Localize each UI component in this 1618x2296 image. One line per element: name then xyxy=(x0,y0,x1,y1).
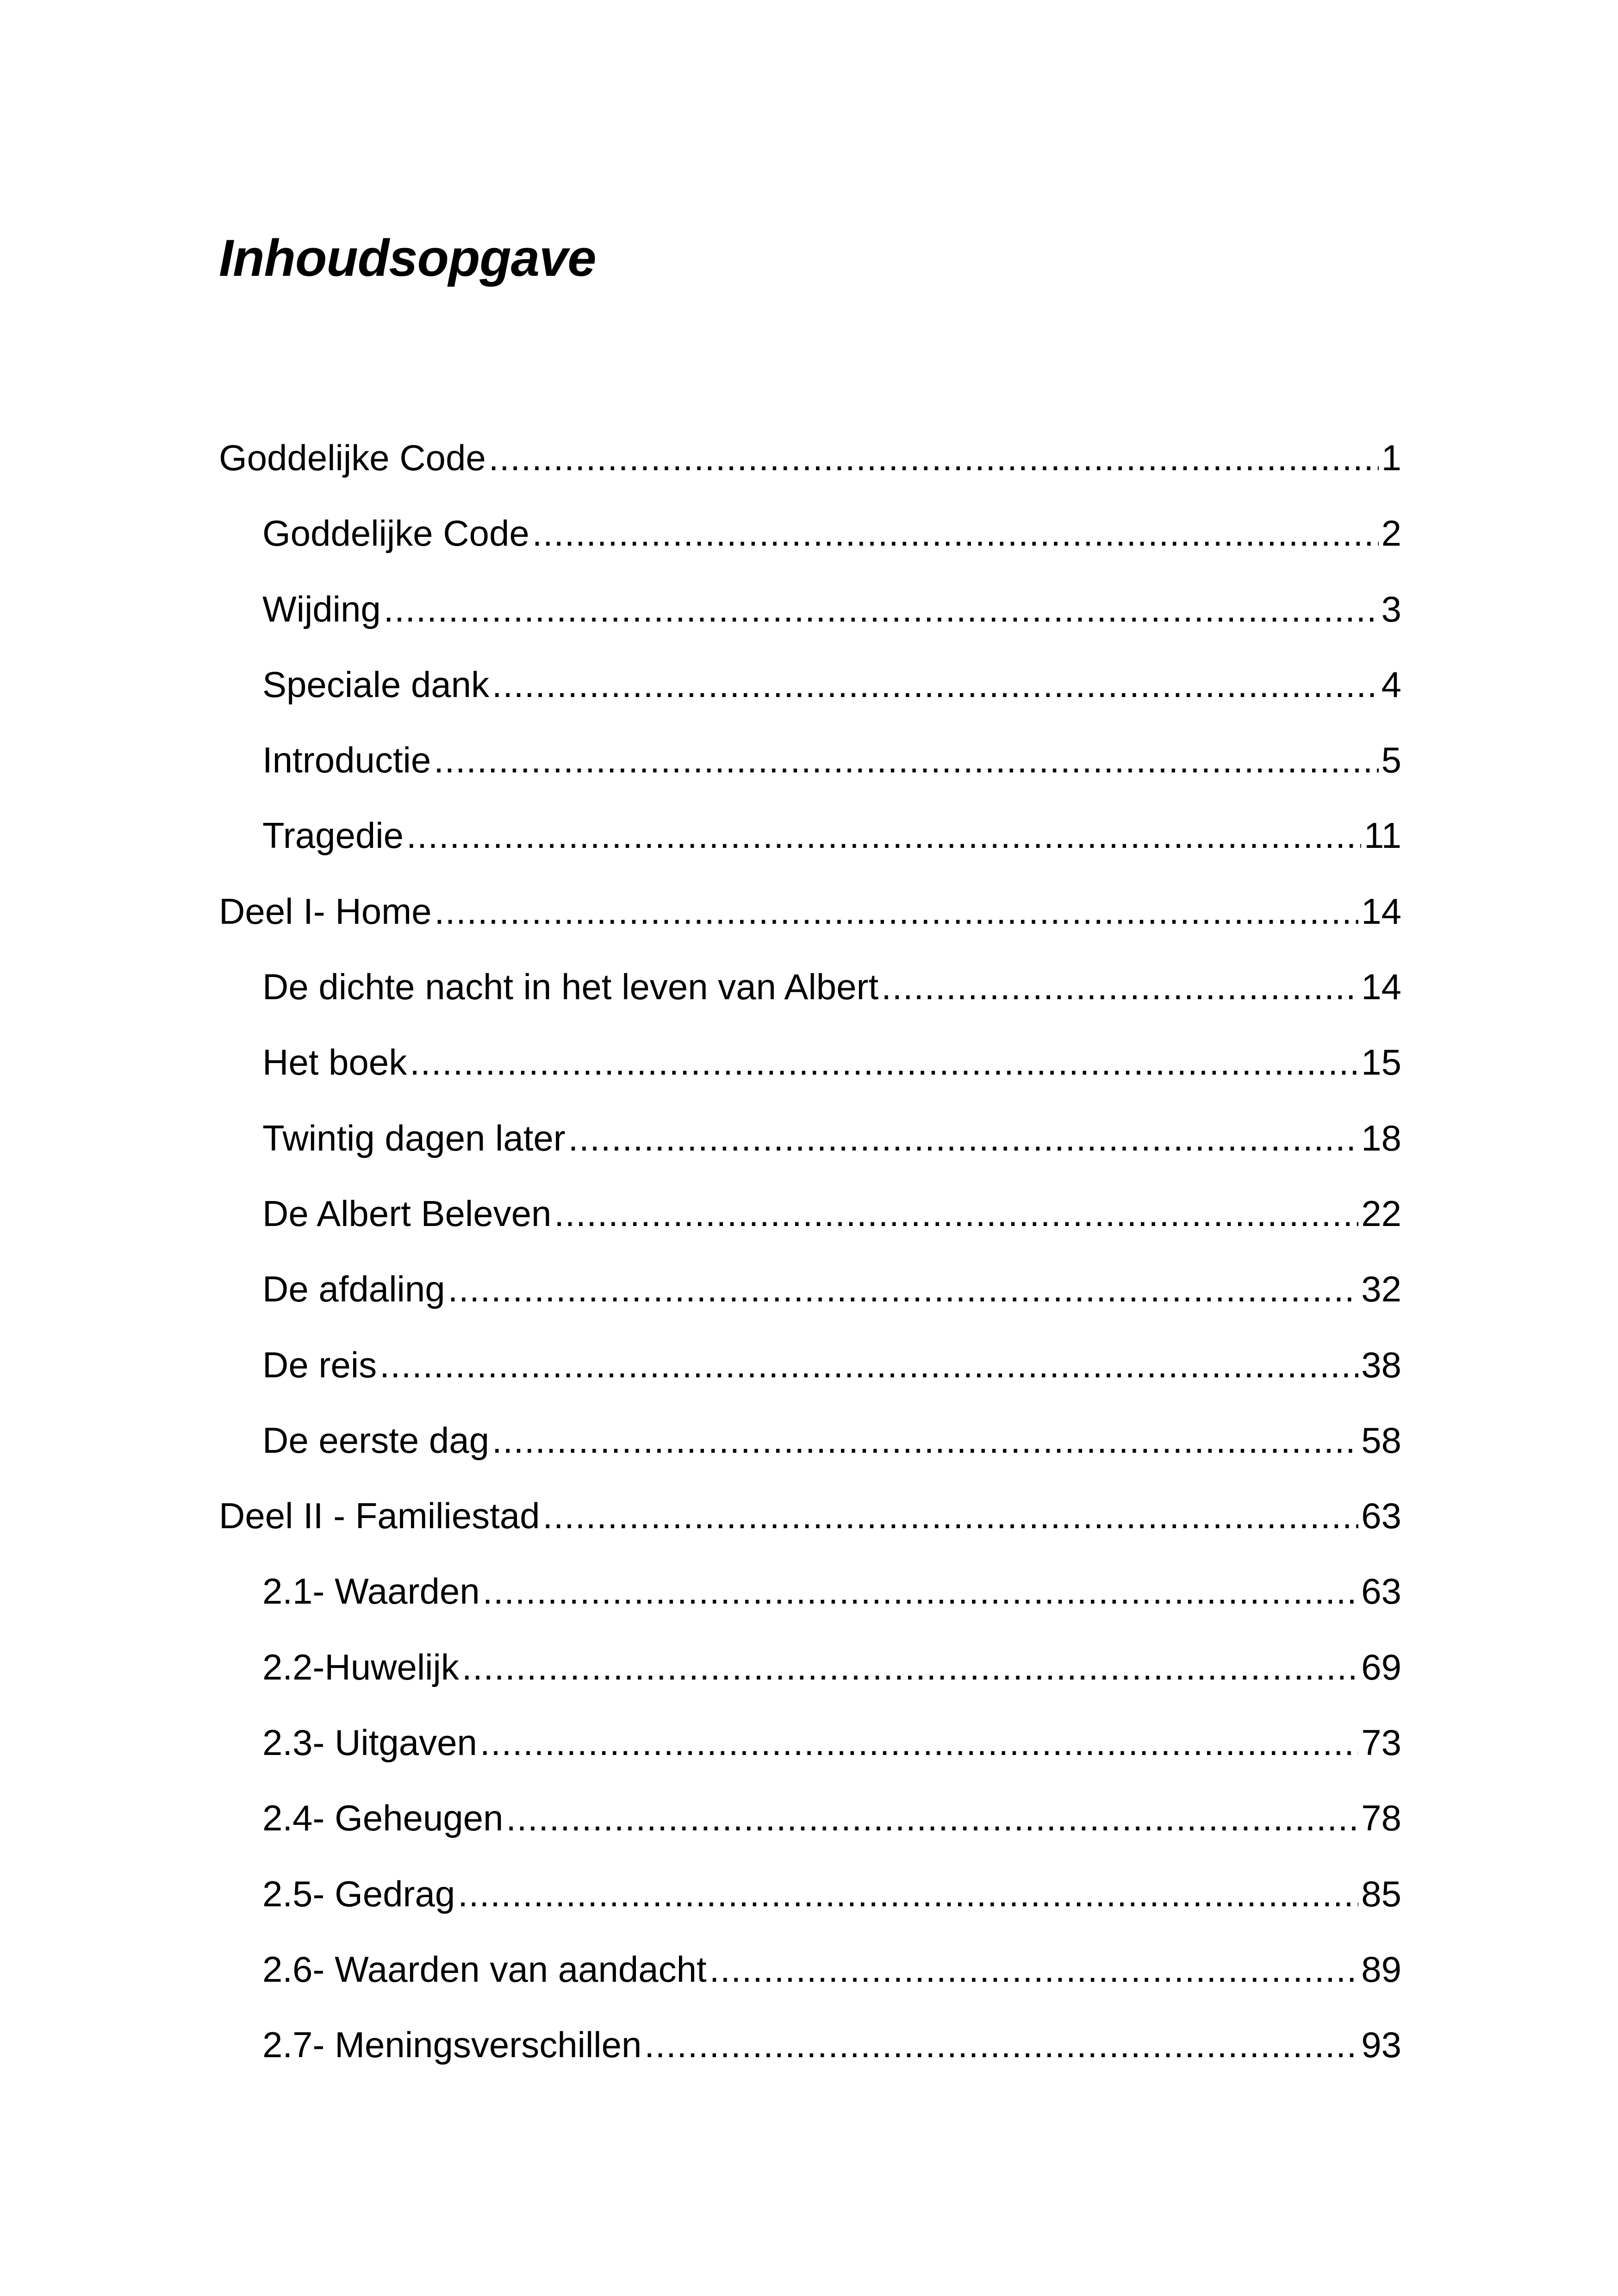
toc-entry-title: Speciale dank xyxy=(262,664,490,705)
toc-entry[interactable] xyxy=(219,1554,1401,1629)
toc-entry-title: De eerste dag xyxy=(262,1419,489,1461)
toc-entry-page: 73 xyxy=(1361,1722,1401,1763)
toc-entry-title: Introductie xyxy=(262,740,431,781)
dot-leader xyxy=(881,949,1358,1025)
toc-entry-title: De dichte nacht in het leven van Albert xyxy=(262,966,879,1008)
toc-entry-title: Deel I- Home xyxy=(219,890,432,932)
toc-entry-title: Tragedie xyxy=(262,815,404,856)
toc-entry[interactable] xyxy=(219,949,1401,1025)
toc-entry-title: 2.1- Waarden xyxy=(262,1571,480,1612)
toc-entry-page: 14 xyxy=(1361,966,1401,1008)
toc-entry-page: 69 xyxy=(1361,1646,1401,1687)
toc-entry-title: Twintig dagen later xyxy=(262,1117,566,1158)
toc-entry-page: 3 xyxy=(1381,588,1401,629)
toc-entry-title: 2.5- Gedrag xyxy=(262,1873,455,1914)
dot-leader xyxy=(483,1554,1359,1629)
dot-leader xyxy=(434,874,1358,949)
toc-entry[interactable] xyxy=(219,1780,1401,1856)
toc-entry-title: De afdaling xyxy=(262,1269,445,1310)
dot-leader xyxy=(644,2007,1358,2083)
toc-entry-title: 2.7- Meningsverschillen xyxy=(262,2024,642,2066)
toc-entry[interactable] xyxy=(219,1705,1401,1780)
toc-entry-page: 93 xyxy=(1361,2024,1401,2066)
toc-entry[interactable] xyxy=(219,1932,1401,2007)
toc-entry-title: 2.2-Huwelijk xyxy=(262,1646,459,1687)
dot-leader xyxy=(406,798,1361,873)
toc-entry-page: 63 xyxy=(1361,1571,1401,1612)
toc-entry-page: 58 xyxy=(1361,1419,1401,1461)
dot-leader xyxy=(532,496,1379,571)
toc-entry-page: 85 xyxy=(1361,1873,1401,1914)
toc-entry-page: 4 xyxy=(1381,664,1401,705)
toc-entry[interactable] xyxy=(219,1025,1401,1100)
toc-entry-page: 32 xyxy=(1361,1269,1401,1310)
dot-leader xyxy=(458,1856,1358,1932)
dot-leader xyxy=(492,647,1379,722)
toc-entry[interactable] xyxy=(219,722,1401,798)
toc-entry-title: Deel II - Familiestad xyxy=(219,1495,540,1537)
toc-entry[interactable] xyxy=(219,1403,1401,1478)
dot-leader xyxy=(434,722,1378,798)
dot-leader xyxy=(492,1403,1358,1478)
dot-leader xyxy=(543,1478,1359,1554)
toc-entry-page: 15 xyxy=(1361,1042,1401,1083)
toc-entry-title: Goddelijke Code xyxy=(262,513,529,554)
table-of-contents xyxy=(219,420,1401,2083)
toc-entry-title: De Albert Beleven xyxy=(262,1193,552,1234)
toc-entry-title: 2.3- Uitgaven xyxy=(262,1722,477,1763)
toc-entry-page: 89 xyxy=(1361,1948,1401,1990)
toc-entry-title: 2.4- Geheugen xyxy=(262,1798,504,1839)
toc-entry-page: 22 xyxy=(1361,1193,1401,1234)
toc-entry[interactable] xyxy=(219,874,1401,949)
dot-leader xyxy=(448,1251,1359,1327)
dot-leader xyxy=(462,1630,1358,1705)
toc-entry-page: 1 xyxy=(1381,437,1401,478)
toc-entry-page: 38 xyxy=(1361,1344,1401,1385)
toc-entry-title: 2.6- Waarden van aandacht xyxy=(262,1948,707,1990)
toc-entry[interactable] xyxy=(219,1630,1401,1705)
dot-leader xyxy=(380,1327,1358,1403)
toc-heading: Inhoudsopgave xyxy=(219,229,596,287)
toc-entry-title: Wijding xyxy=(262,588,381,629)
dot-leader xyxy=(506,1780,1358,1856)
toc-entry-title: Goddelijke Code xyxy=(219,437,486,478)
toc-entry[interactable] xyxy=(219,647,1401,722)
dot-leader xyxy=(568,1101,1358,1176)
toc-entry[interactable] xyxy=(219,1251,1401,1327)
toc-entry-page: 14 xyxy=(1361,890,1401,932)
toc-entry-page: 63 xyxy=(1361,1495,1401,1537)
dot-leader xyxy=(384,572,1379,647)
toc-entry-page: 2 xyxy=(1381,513,1401,554)
toc-entry[interactable] xyxy=(219,1478,1401,1554)
dot-leader xyxy=(480,1705,1358,1780)
dot-leader xyxy=(410,1025,1358,1100)
toc-entry[interactable] xyxy=(219,1176,1401,1251)
toc-entry[interactable] xyxy=(219,798,1401,873)
toc-entry[interactable] xyxy=(219,1101,1401,1176)
dot-leader xyxy=(489,420,1379,496)
toc-entry-title: De reis xyxy=(262,1344,377,1385)
dot-leader xyxy=(554,1176,1358,1251)
toc-entry-page: 18 xyxy=(1361,1117,1401,1158)
toc-entry[interactable] xyxy=(219,420,1401,496)
dot-leader xyxy=(709,1932,1359,2007)
toc-entry[interactable] xyxy=(219,1327,1401,1403)
toc-entry-title: Het boek xyxy=(262,1042,407,1083)
toc-entry[interactable] xyxy=(219,1856,1401,1932)
toc-entry-page: 78 xyxy=(1361,1798,1401,1839)
toc-entry[interactable] xyxy=(219,496,1401,571)
toc-entry[interactable] xyxy=(219,2007,1401,2083)
toc-entry[interactable] xyxy=(219,572,1401,647)
toc-entry-page: 5 xyxy=(1381,740,1401,781)
toc-entry-page: 11 xyxy=(1364,815,1401,856)
